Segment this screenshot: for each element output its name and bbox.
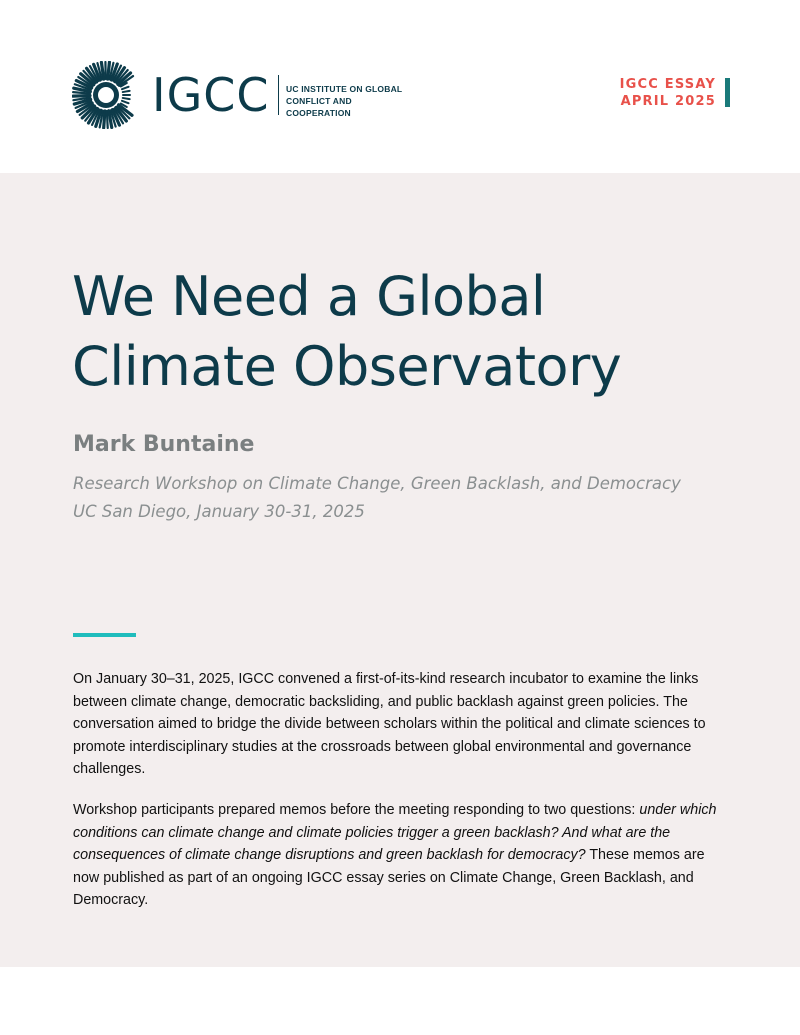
emblem-ray — [73, 92, 90, 93]
emblem-ray — [123, 91, 130, 92]
logo-wordmark: IGCC — [152, 68, 270, 122]
intro-paragraph: On January 30–31, 2025, IGCC convened a first-of-its-kind research incubator to examine the links between climate change, democratic backsliding, and public backlash against green policies. The conversation aimed to bridge the divide between scholars within the political and climate sciences to promote interdisciplinary studies at the crossroads between global environmental and governance challenges. — [73, 671, 706, 777]
event-location-date: UC San Diego, January 30-31, 2025 — [73, 502, 365, 521]
emblem-ray — [107, 111, 108, 128]
title-line2: Climate Observatory — [72, 335, 622, 398]
logo-subtitle — [286, 83, 412, 119]
page-title — [72, 262, 752, 402]
emblem-ray — [104, 111, 105, 128]
header — [0, 0, 800, 173]
workshop-paragraph-end: These memos are now published as part of an ongoing IGCC essay series on Climate Change, Green Backlash, and Democracy. — [73, 847, 705, 908]
event-title: Research Workshop on Climate Change, Green Backlash, and Democracy — [73, 474, 681, 493]
essay-date: APRIL 2025 — [620, 94, 716, 109]
workshop-paragraph-start: Workshop participants prepared memos before the meeting responding to two questions: — [73, 802, 640, 818]
emblem-ray — [73, 96, 90, 97]
author-name: Mark Buntaine — [73, 432, 255, 457]
essay-accent-bar — [725, 78, 730, 107]
emblem-ray — [122, 87, 129, 89]
event-info — [73, 470, 681, 526]
workshop-paragraph — [73, 799, 733, 912]
essay-tag — [620, 76, 716, 110]
emblem-ray — [123, 98, 130, 99]
workshop-questions: under which conditions can climate change and climate policies trigger a green backlash? And what are the consequences of climate change disruptions and green backlash for democracy? — [73, 802, 717, 863]
logo-subtitle-line1: UC INSTITUTE ON GLOBAL — [286, 84, 403, 94]
emblem-ray — [108, 62, 110, 79]
logo-divider — [278, 75, 279, 115]
emblem-ray — [122, 101, 129, 103]
accent-divider — [73, 633, 136, 637]
essay-label: IGCC ESSAY — [619, 77, 716, 92]
title-line1: We Need a Global — [72, 265, 546, 328]
logo-subtitle-line2: CONFLICT AND COOPERATION — [286, 96, 352, 118]
igcc-logo[interactable] — [72, 61, 412, 129]
igcc-emblem-icon — [72, 61, 140, 129]
